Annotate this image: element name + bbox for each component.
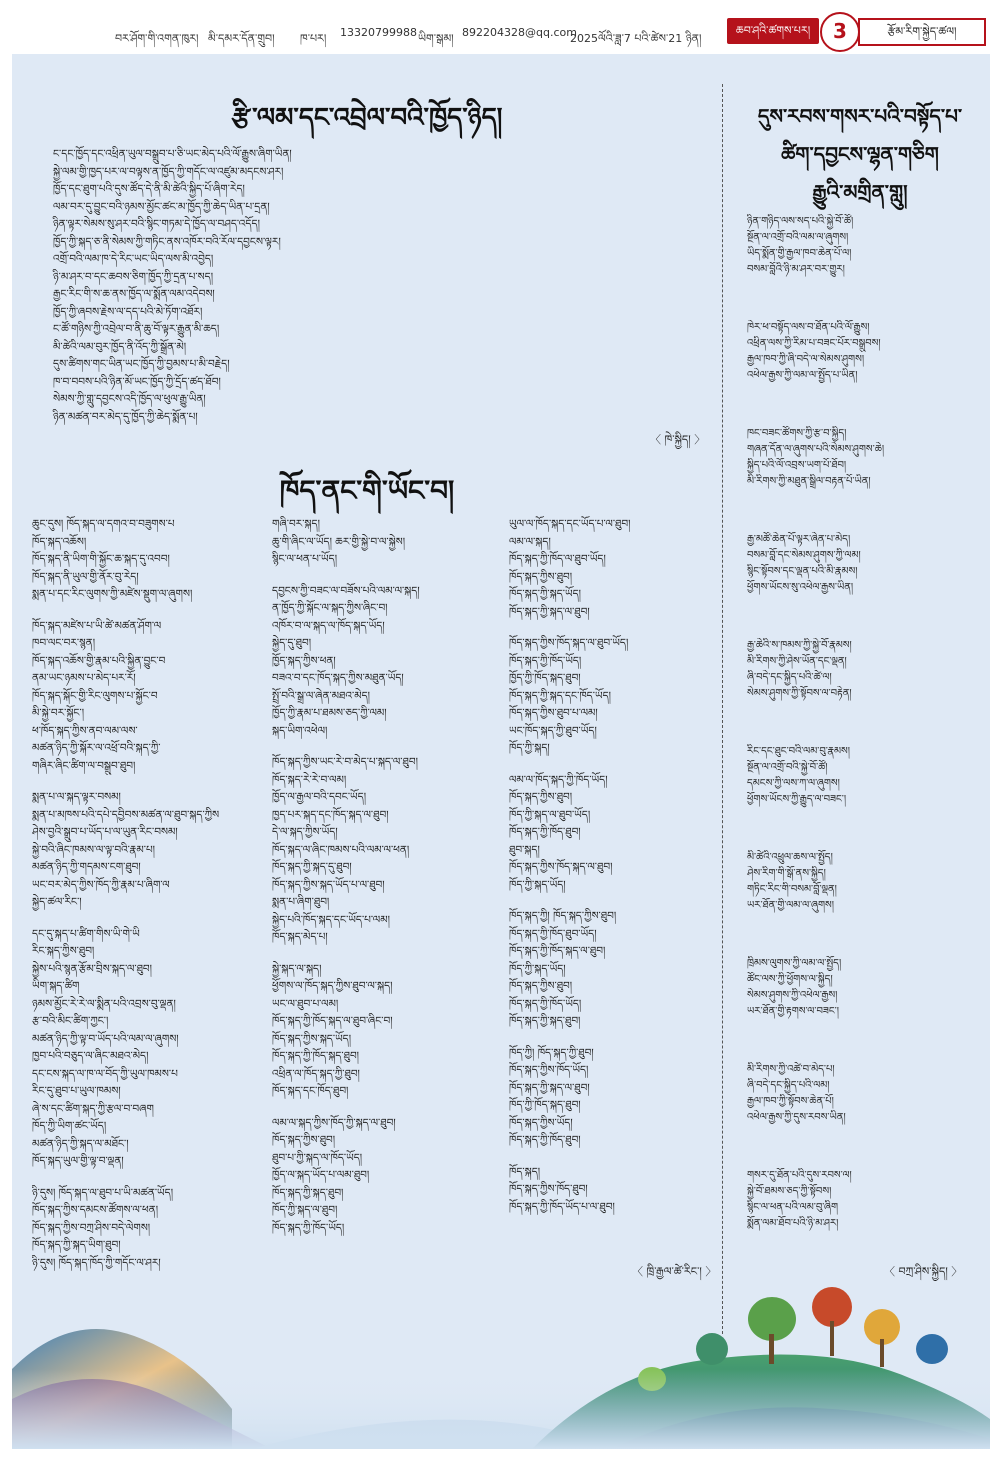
poem-line: ནམ་ཡང་ཉམས་པ་མེད་པར་རོ། [32, 672, 136, 684]
poem-line: གཞིར་ཞིང་ཚིག་ལ་བསྒྲུབ་ཐུབ། [32, 759, 136, 772]
poem-line: ཁོད་སྐད་ཀྱི། ཁོད་སྐད་ཀྱིས་ཐུབ། [509, 910, 617, 922]
side-poem-line: གཞན་དོན་ལ་ཞུགས་པའི་སེམས་ཤུགས་ཆེ། [747, 444, 885, 455]
poem-line: ཁོད་སྐད་རེ་རེ་བ་ལམ། [272, 773, 347, 786]
poem-line: ཁབ་ལང་བར་སྙན། [32, 637, 96, 649]
poem-line: ཁོད་སྐད་ཀྱིས་ཁོད་ཡོད། [509, 1064, 589, 1076]
poem-line: ཁོད་སྐད་ཀྱི་ཁོད་ཐུབ། [509, 826, 581, 838]
side-poem-author-name: བཀྲ་ཤིས་སྐྱིད། [898, 1265, 948, 1278]
poem-column-1 [32, 516, 247, 1276]
poem-line: སྨན་པ་ཞིག་ཐུབ། [272, 896, 330, 908]
side-poem-line: ཕྱོགས་ཡོངས་ཀྱི་རྒྱུད་ལ་བཟང་། [747, 794, 847, 805]
poem-line: ཕ་ཁོད་སྐད་ཀྱིས་ནབ་ལམ་ལས་ [32, 724, 138, 737]
side-poem-line: སྔོན་ལ་འགྲོ་བའི་སྐྱེ་བོ་ཚོ། [747, 762, 828, 773]
page-number: 3 [820, 12, 860, 52]
side-poem-line: ཞི་བདེ་དང་སྐྱིད་པའི་ལམ། [747, 1080, 830, 1091]
side-poem-line: གཏིང་རིང་གི་བསམ་བློ་ལྡན། [747, 884, 837, 895]
side-poem-line: ཚོང་ལས་ཀྱི་ཕྱོགས་ལ་སྐྱིད། [747, 974, 833, 985]
essay-paragraph: ཁྱོད་ཀྱི་སྐད་ཅ་ནི་སེམས་ཀྱི་གཏིང་ནས་འཁོར་བའི་རོལ་དབྱངས་ལྟར། [53, 235, 281, 248]
essay-paragraph: ཁྱོད་ཀྱི་ཞབས་རྗེས་ལ་དད་པའི་མེ་ཏོག་འཐོར། [53, 305, 203, 318]
newspaper-badge: ཆབ་ཤའི་ཚགས་པར། [727, 18, 819, 44]
poem-line: ཁྱོད་ཀྱི་རྣམ་པ་ཐམས་ཅད་ཀྱི་ལམ། [272, 707, 387, 719]
poem-line: ཁོད་སྐད་ཀྱིས་ཁོད་སྐད་ལ་ཐུབ། [509, 861, 613, 873]
poem-line: ཁོད་ཀྱི་སྐད་ཡོད། [509, 962, 566, 975]
poem-author: 〈 ཁྲི་རྒྱལ་ཚེ་རིང་། 〉 [632, 1265, 717, 1278]
stanza-gap [509, 1031, 714, 1045]
essay-paragraph: ཉི་མ་ཤར་བ་དང་ཆབས་ཅིག་ཁྱོད་ཀྱི་དྲན་པ་སད། [53, 270, 214, 283]
side-poem-line: འཕེལ་རྒྱས་ཀྱི་དུས་རབས་ཡིན། [747, 1112, 846, 1123]
side-stanza [747, 1062, 982, 1126]
poem-title: ཁོད་ནང་གི་ཡོང་བ། [279, 474, 455, 507]
side-poem-line: རྒྱ་ཆེའི་ས་ཁམས་ཀྱི་སྐྱེ་བོ་རྣམས། [747, 640, 852, 651]
stanza-gap [509, 1150, 714, 1164]
side-poem-line: ཡར་ཐོན་གྱི་ལམ་ལ་ཞུགས། [747, 900, 834, 911]
poem-line: ཁོད་ཀྱི་སྐད་ཡོད། [509, 878, 566, 891]
poem-line: དང་ངས་སྐད་ལ་ཁ་ལ་བོད་ཀྱི་ཡུལ་ཁམས་པ [32, 1067, 178, 1080]
poem-line: རིང་སྐད་ཀྱིས་ཐུབ། [32, 945, 95, 957]
editor-label: བར་ཤོག་གི་འགན་ཁུར། [115, 32, 199, 45]
poem-line: ལམ་ལ་སྐད་ཀྱིས་ཁོད་ཀྱི་སྐད་ལ་ཐུབ། [272, 1116, 396, 1129]
poem-line: མི་སྐྱེ་བར་སྐྱོང་། [32, 707, 85, 719]
side-stanza [747, 320, 982, 384]
poem-line: ཁོད་སྐད་ཀྱི་སྐད་ལ་ཐུབ། [509, 605, 590, 618]
poem-line: ཁྱབ་པའི་བཅུད་ལ་ཞིང་མཐའ་མེད། [32, 1050, 149, 1062]
poem-line: ཡང་བར་མེད་ཀྱིས་ཁོད་ཀྱི་རྣམ་པ་ཞིག་ལ [32, 878, 170, 891]
side-poem-author: 〈 བཀྲ་ཤིས་སྐྱིད། 〉 [884, 1265, 963, 1278]
poem-line: ཁྱོད་ལ་རྒྱལ་བའི་དབང་ཡོད། [272, 791, 367, 803]
side-poem-line: སྐྱེ་བོ་ཐམས་ཅད་ཀྱི་སྟོབས། [747, 1186, 832, 1197]
poem-line: ཁྱོད་ལ་སྐད་ཡོད་པ་ལམ་ཐུབ། [272, 1169, 370, 1181]
poem-line: ཁོད་སྐད་ཀྱི་སྐད་ཐུབ། [509, 1015, 581, 1027]
poem-line: སྐད་ཡིག་འཕེལ། [272, 724, 328, 737]
poem-line: སྙིང་ལ་ཕན་པ་ཡོད། [272, 553, 338, 565]
poem-line: ཁོད་སྐད་ཡུལ་གྱི་ལྟ་བ་ལྡན། [32, 1155, 124, 1167]
side-poem-line: སྙིང་ལ་ཕན་པའི་ལམ་བུ་ཞིག [747, 1202, 839, 1213]
poem-line: ཁོད་སྐད་ཀྱིས་སྐད་ཡོད། [272, 1032, 352, 1045]
essay-title: རྩི་ལམ་དང་འབྲེལ་བའི་ཁྱོད་ཉིད། [231, 103, 503, 133]
poem-line: ཁོད་སྐད་ཀྱི་ཁོད་ཡོད། [509, 997, 582, 1010]
poem-line: མཚན་ཉིད་ཀྱི་གདམས་ངག་ཐུབ། [32, 861, 141, 873]
poem-line: ཆུ་གི་ཞིང་ལ་ཡོད། ཆར་གྱི་སྐྱེ་བ་ལ་སྐྱེས། [272, 535, 406, 548]
side-stanza [747, 426, 982, 490]
side-poem-line: འཕྲིན་ལས་ཀྱི་རིམ་པ་བཟང་པོར་བསྒྲུབས། [747, 338, 881, 349]
poem-line: ཁོད་སྐད་ཀྱི་སྐད་ཡོད། [509, 588, 581, 600]
essay-paragraph: དུས་ཚིགས་གང་ཡིན་ཡང་ཁྱོད་ཀྱི་བྱམས་པ་མི་བརྗེད། [53, 358, 230, 370]
side-poem-line: མི་ཚེའི་འཕྲུལ་ཆས་ལ་སྤྱོད། [747, 852, 833, 863]
side-poem-line: བསམ་བློ་དང་སེམས་ཤུགས་ཀྱི་ལམ། [747, 550, 861, 561]
poem-line: མཚན་ཉིད་ཀྱི་ལྟ་བ་ཡོད་པའི་ལམ་ལ་ཞུགས། [32, 1032, 179, 1045]
phone-number: 13320799988 [340, 26, 417, 39]
poem-line: ཁོད་སྐད་ཀྱི་ཁོད་ཐུབ་ཡོད། [509, 927, 597, 940]
side-poem-line: མི་རིགས་ཀྱི་ཤེས་ཡོན་དང་ལྡན། [747, 656, 847, 667]
poem-line: ཁོད་སྐད་ཀྱིས་ཁོད་སྐད་ལ་ཐུབ་ཡོད། [509, 637, 629, 649]
side-poem-line: འཕེལ་རྒྱས་ཀྱི་ལམ་ལ་སྤྱོད་པ་ཡིན། [747, 370, 858, 381]
essay-author: 〈 ཁེ་སྐྱིད། 〉 [650, 433, 706, 446]
poem-line: སྐྱེ་སྐད་ལ་སྐད། [272, 962, 322, 975]
poem-line: ཁོད་སྐད་ཀྱི་ཁོད་ཡོད། [509, 654, 582, 667]
essay-author-name: ཁེ་སྐྱིད། [664, 433, 691, 446]
poem-line: འཕྲིན་ལ་ཁོད་སྐད་ཀྱི་ཐུབ། [272, 1067, 360, 1080]
poem-line: ཁོད་སྐད་ཀྱི་སྐད་དང་ཁོད་ཡོད། [509, 689, 611, 702]
side-title-line-3: རྒྱུའི་མགྲིན་གླུ། [812, 180, 908, 204]
poem-line: ན་ཁྱོད་ཀྱི་སྐོང་ལ་སྐད་ཀྱིས་ཞིང་བ། [272, 602, 388, 614]
poem-line: ཁོད་སྐད་ཀྱིས་བཀྲ་ཤིས་བདེ་ལེགས། [32, 1221, 151, 1234]
stanza-gap [32, 1171, 247, 1185]
poem-line: ཁོད་སྐད་ཀྱི་ཁོད་ཡོད། [272, 1221, 345, 1234]
poem-line: བཟའ་བ་དང་ཁོད་སྐད་ཀྱིས་མཐུན་ཡོད། [272, 672, 404, 684]
landscape-illustration [12, 1249, 990, 1449]
poem-line: ཁོད་སྐད་ཀྱིས་ཐུབ། [272, 1134, 336, 1146]
poem-line: ཁོད་སྐད་ཀྱིས་ཐུབ། [509, 791, 573, 803]
poem-line: ཁོད་སྐད་འཆོས། [32, 535, 87, 548]
poem-line: ཁོད་ཀྱི། ཁོད་སྐད་ཀྱི་ཐུབ། [509, 1046, 594, 1059]
side-poem-line: སྔོན་ལ་འགྲོ་བའི་ལམ་ལ་ཞུགས། [747, 232, 849, 243]
side-stanza [747, 744, 982, 808]
poem-line: སྐྱེད་དུ་ཐུབ། [272, 637, 312, 649]
side-poem-line: རྒྱལ་ཁབ་ཀྱི་སྟོབས་ཆེན་པོ། [747, 1096, 834, 1107]
side-stanza [747, 850, 982, 914]
essay-paragraph: སེམས་ཀྱི་གླུ་དབྱངས་འདི་ཁྱོད་ལ་ཕུལ་རྒྱུ་ཡིན། [53, 393, 206, 405]
side-title-line-2: ཚིག་དབྱངས་ལྷན་གཅིག [781, 142, 939, 166]
side-poem-line: སེམས་ཤུགས་ཀྱི་འཕེལ་རྒྱས། [747, 990, 838, 1001]
side-poem-line: སྐྱིད་པའི་ལོ་འབྲས་ཡག་པོ་ཐོབ། [747, 460, 847, 471]
poem-line: ཉི་དུས། ཁོད་སྐད་ཁོད་ཀྱི་གདོང་ལ་ཤར། [32, 1256, 161, 1269]
poem-line: ཁོད་སྐད་ཀྱིས་ཡང་རེ་བ་མེད་པ་སྐད་ལ་ཐུབ། [272, 756, 418, 768]
poem-line: ཐུབ་སྐད། [509, 843, 540, 856]
poem-line: ཁོད་སྐད་མེད་པ། [272, 931, 328, 943]
poem-line: ཁོད་ཀྱི་སྐད་ལ་ཐུབ། [272, 1204, 338, 1216]
email-address: 892204328@qq.com [462, 26, 577, 39]
poem-line: ཁོད་སྐད་ཀྱི་སྐད་ཐུབ། [272, 1186, 344, 1199]
poem-column-2 [272, 516, 487, 1276]
side-poem-line: བསམ་བློའི་ཉི་མ་ཤར་བར་གྱུར། [747, 264, 845, 275]
poem-line: ཁོད་སྐད་ཀྱི་སྐད་ཡིག་ཐུབ། [32, 1239, 121, 1251]
poem-line: ཡིག་སྐད་ཚིག [32, 980, 80, 992]
poem-line: ཁོད་སྐད་ཀྱིས་སྐད་ཡོད་པ་ལ་ཐུབ། [272, 878, 385, 891]
poem-line: རྩ་བའི་མིང་ཚིག་ཀྱང་། [32, 1015, 109, 1027]
stanza-gap [509, 894, 714, 908]
side-poem-line: ཁང་བཟང་ཚོགས་ཀྱི་རྩ་བ་སྐྱིད། [747, 428, 847, 439]
poem-line: ཁོད་སྐད་ཀྱི་སྐད་དུ་ཐུབ། [272, 861, 352, 873]
phone-label: ཁ་པར། [300, 32, 327, 45]
poem-line: སྐྱེད་པའི་ཁོད་སྐད་དང་ཡོད་པ་ལམ། [272, 913, 390, 926]
column-divider [722, 84, 723, 1334]
poem-line: དང་དུ་སྐད་པ་ཚིག་གིས་ཡི་གེ་ཡི [32, 927, 140, 940]
issue-date: 2025ལོའི་ཟླ་7 པའི་ཚེས་21 ཉིན། [570, 32, 702, 45]
stanza-gap [509, 758, 714, 772]
poem-line: ཞེ་ས་དང་ཚིག་སྐད་ཀྱི་རྩལ་བ་བཞག [32, 1102, 154, 1115]
poem-line: ཡང་ལ་ཐུབ་པ་ལམ། [272, 997, 339, 1010]
poem-line: རིང་དུ་ཐུབ་པ་ཡུལ་ཁམས། [32, 1085, 121, 1097]
side-poem-line: ཡར་ཐོན་གྱི་རྟགས་ལ་བཟང་། [747, 1006, 839, 1017]
poem-line: ཁོད་ཀྱི་སྐད་ལ་ཐུབ་ཡོད། [509, 808, 591, 821]
poem-line: ལམ་ལ་སྐད། [509, 535, 551, 548]
essay-paragraph: སྐྱེ་ལམ་གྱི་ཁྱད་པར་ལ་བལྟས་ན་ཁྱོད་ཀྱི་གདོང་ལ་འཛུམ་མདངས་ཤར། [53, 165, 284, 178]
poem-line: ཁོད་སྐད་ཀྱི་ཁོད་ལ་ཐུབ་ཡོད། [509, 553, 606, 565]
stanza-gap [272, 740, 487, 754]
poem-line: སྐྱེད་ཚལ་རིང་། [32, 896, 82, 908]
poem-line: དབྱངས་ཀྱི་བཟང་ལ་བཟོས་པའི་ལམ་ལ་སྐད། [272, 584, 420, 597]
side-poem-line: རྒྱ་མཚོ་ཆེན་པོ་ལྟར་ཞེན་པ་མེད། [747, 534, 851, 545]
side-poem-body [747, 214, 982, 1274]
email-label: ཡིག་སྒམ། [418, 32, 454, 45]
side-poem-line: ཤེས་རིག་གི་སྒོ་ནས་སྐྱིད། [747, 868, 826, 879]
poem-line: ཁོད་སྐད་ཀྱི་སྐད་ལ་ཐུབ། [509, 1081, 590, 1094]
side-poem-line: རྒྱལ་ཁབ་ཀྱི་ཞི་བདེ་ལ་སེམས་ཤུགས། [747, 354, 865, 365]
poem-line: ཁྱོད་ཀྱི་ཁོད་སྐད་ཐུབ། [509, 672, 581, 684]
poem-line: སྨན་པ་ལ་སྐད་ལྟར་བསམ། [32, 791, 121, 803]
poem-line: ཁོད་སྐད་དང་ཁོད་ཐུབ། [272, 1085, 349, 1097]
side-poem-line: ཕྱོགས་ཡོངས་སུ་འཕེལ་རྒྱས་ཡིན། [747, 582, 854, 593]
poem-author-name: ཁྲི་རྒྱལ་ཚེ་རིང་། [646, 1265, 702, 1278]
side-stanza [747, 532, 982, 596]
poem-line: ཁོད་སྐད་ཀྱིས་ཁོད་ཐུབ། [509, 1183, 588, 1195]
poem-line: ཁོད་སྐད་ཀྱིས་ཡོད། [509, 1116, 573, 1129]
poem-line: ཁོད་སྐད་ཀྱི་ཁོད་སྐད་ལ་ཐུབ་ཞིང་བ། [272, 1015, 393, 1027]
page-header [0, 0, 1000, 50]
poem-line: ཁོད་སྐད་སྐོང་གྱི་རིང་ལུགས་པ་སྐྱོང་བ [32, 689, 158, 702]
poem-line: འཁོར་བ་ལ་སྐད་ལ་ཁོད་སྐད་ཡོད། [272, 619, 385, 632]
poem-line: ཁོད་སྐད་ལ་ཞིང་ཁམས་པའི་ལམ་ལ་ཕན། [272, 843, 410, 856]
essay-paragraph: འགྲོ་བའི་ལམ་ཁ་དེ་རིང་ཡང་ཡིད་ལས་མི་འབྱེད། [53, 253, 214, 265]
poem-line: ཁོད་སྐད་ཀྱི་ཁོད་ཡོད་པ་ལ་ཐུབ། [509, 1200, 615, 1213]
poem-line: ཁྱོད་སྐད་ཀྱིས་ཕན། [272, 654, 336, 667]
section-name: རྩོམ་རིག་སྐྱེད་ཚལ། [858, 18, 986, 46]
side-stanza [747, 638, 982, 702]
stanza-gap [509, 621, 714, 635]
side-poem-line: གསར་དུ་ཐོན་པའི་དུས་རབས་ལ། [747, 1170, 852, 1181]
essay-paragraph: ལམ་བར་དུ་བྱུང་བའི་ཉམས་མྱོང་ཚང་མ་ཁྱོད་ཀྱི་ཆེད་ཡིན་པ་དྲན། [53, 200, 270, 213]
poem-line: མཚན་ཉིད་ཀྱི་སྐད་ལ་མཐོང་། [32, 1137, 129, 1150]
poem-line: ཁོད་ཀྱི་ཁོད་སྐད་ཐུབ། [509, 1099, 581, 1111]
stanza-gap [272, 947, 487, 961]
poem-line: ཆུང་དུས། ཁོད་སྐད་ལ་དགའ་བ་བཟུགས་པ [32, 518, 175, 530]
side-poem-line: དམངས་ཀྱི་ལས་ཀ་ལ་ཞུགས། [747, 778, 840, 789]
essay-paragraph: ཉིན་མཚན་བར་མེད་དུ་ཁྱོད་ཀྱི་ཆེད་སྨོན་པ། [53, 410, 198, 423]
side-poem-line: སེམས་ཤུགས་ཀྱི་སྟོབས་ལ་བརྟེན། [747, 688, 852, 699]
poem-line: ཁྱད་པར་སྐད་དང་ཁོད་སྐད་ལ་ཐུབ། [272, 808, 389, 821]
poem-line: གཞི་བར་སྐད། [272, 518, 320, 530]
essay-body [32, 146, 707, 446]
essay-paragraph: ང་ཚོ་གཉིས་ཀྱི་འབྲེལ་བ་ནི་ཆུ་བོ་ལྟར་རྒྱུན་མི་ཆད། [53, 323, 220, 335]
poem-line: ཁོད་སྐད་ཀྱིས་དམངས་ཚོགས་ལ་ཕན། [32, 1204, 159, 1216]
poem-line: ཕྱོགས་ལ་ཁོད་སྐད་ཀྱིས་ཐུབ་ལ་སྐད། [272, 980, 393, 992]
side-poem-line: མི་རིགས་ཀྱི་འཚེ་བ་མེད་པ། [747, 1064, 835, 1075]
stanza-gap [32, 604, 247, 618]
side-poem-line: ཁེར་ཕ་བསྟོད་ལས་བ་ཐོན་པའི་ལོ་རྒྱུས། [747, 322, 870, 333]
poem-line: སྨན་པ་མཁས་པའི་དཔེ་དབྱིབས་མཚན་ལ་ཐུབ་སྐད་ཀྱིས [32, 808, 220, 821]
poem-column-3 [509, 516, 714, 1276]
side-poem-line: ཞི་བདེ་དང་སྐྱིད་པའི་ཚེ་ལ། [747, 672, 832, 683]
poem-line: ཁོད་ཀྱི་ཡིག་ཚང་ཡོད། [32, 1120, 107, 1132]
poem-line: ཁོད་སྐད་འཆོས་གྱི་རྣམ་པའི་སྐྱིན་བྱུང་བ [32, 654, 166, 667]
poem-line: ཐུབ་པ་ཀྱི་སྐད་ལ་ཁོད་ཡོད། [272, 1151, 363, 1164]
content-panel [12, 54, 990, 1449]
poem-line: ཁོད་སྐད། [509, 1165, 541, 1178]
poem-line: སྐྱེ་བའི་ཞིང་ཁམས་ལ་ལྟ་བའི་རྣམ་པ། [32, 843, 156, 856]
poem-line: ཁོད་ཀྱི་སྐད། [509, 742, 550, 754]
essay-paragraph: ཉིན་ལྟར་སེམས་སུ་ཤར་བའི་སྙིང་གཏམ་དེ་ཁྱོད་ལ་བཤད་འདོད། [53, 218, 260, 230]
poem-line: ཤེས་བྱའི་སྒྲུབ་པ་ཡོད་པ་ལ་ཡུན་རིང་བསམ། [32, 826, 178, 838]
poem-line: ཁོད་སྐད་ཀྱི་ཁོད་ཐུབ། [509, 1134, 581, 1146]
side-title-line-1: དུས་རབས་གསར་པའི་བསྟོད་པ་ [757, 104, 963, 128]
poem-line: མཚན་ཉིད་ཀྱི་སྐོར་ལ་འཕྲོ་བའི་སྐད་ཀྱི་ [32, 742, 161, 754]
essay-paragraph: ཁ་བ་བབས་པའི་ཉིན་མོ་ཡང་ཁྱོད་ཀྱི་དྲོད་ཚད་ཐོབ། [53, 375, 221, 388]
stanza-gap [32, 912, 247, 926]
stanza-gap [32, 775, 247, 789]
poem-line: ཁོད་སྐད་མཛེས་པ་ཡི་ཚེ་མཚན་ཤོག་ལ [32, 619, 162, 632]
poem-line: ཁོད་སྐད་ཀྱིས་ཐུབ། [509, 980, 573, 992]
poem-line: ཁོད་སྐད་ནི་ཡིག་གི་སྐྱོང་ཆ་སྐད་དུ་འབབ། [32, 553, 170, 565]
poem-line: སྐྱེས་པའི་སྙན་རྩོམ་བྲིས་སྐད་ལ་ཐུབ། [32, 962, 152, 975]
poem-line: ཁོད་སྐད་ཀྱི་ཁོད་སྐད་ཐུབ། [272, 1050, 360, 1062]
poem-line: ཉི་དུས། ཁོད་སྐད་ལ་ཐུབ་པ་ཡི་མཚན་ཡོད། [32, 1186, 174, 1199]
side-poem-line: ཡིད་སྨོན་གྱི་རྒྱལ་ཁབ་ཆེན་པོ་ལ། [747, 248, 852, 259]
side-stanza [747, 956, 982, 1020]
side-poem-line: སྨོན་ལམ་ཐོབ་པའི་ཉི་མ་ཤར། [747, 1218, 839, 1229]
side-stanza [747, 1168, 982, 1232]
essay-paragraph: ང་དང་ཁྱོད་དང་འཕྲིན་ཡུལ་བསྒྲུབ་པ་ཅི་ཡང་མེད་པའི་ལོ་རྒྱུས་ཞིག་ཡིན། [53, 148, 292, 160]
poem-line: ལམ་ལ་ཁོད་སྐད་ཀྱི་ཁོད་ཡོད། [509, 773, 608, 786]
side-poem-line: ཉིན་གཉིད་ལས་སད་པའི་སྐྱེ་བོ་ཚོ། [747, 216, 854, 227]
stanza-gap [272, 569, 487, 583]
poem-line: དེ་ལ་སྐད་ཀྱིས་ཡོད། [272, 826, 338, 838]
poem-line: ཡུལ་ལ་ཁོད་སྐད་དང་ཡོད་པ་ལ་ཐུབ། [509, 518, 631, 530]
side-poem-line: ཁྲིམས་ལུགས་ཀྱི་ལམ་ལ་སྤྱོད། [747, 958, 842, 969]
essay-paragraph: ཁྱོད་དང་ཐུག་པའི་དུས་ཚོད་དེ་ནི་མི་ཚེའི་སྐྱིད་པོ་ཞིག་རེད། [53, 183, 245, 195]
poem-line: ཁོད་སྐད་ཀྱི་ཁོད་སྐད་ལ་ཐུབ། [509, 945, 606, 957]
side-poem-line: རིང་དང་ཐུང་བའི་ལམ་བུ་རྣམས། [747, 746, 851, 757]
stanza-gap [272, 1101, 487, 1115]
mist-overlay [12, 1369, 990, 1449]
poem-line: སྤྲོ་བའི་སྒྲ་ལ་ཞེན་མཐའ་མེད། [272, 689, 370, 702]
poem-line: ཁོད་སྐད་ཀྱིས་ཐུབ་པ་ལམ། [509, 707, 598, 719]
editor-name: མི་དམར་དོན་གྲུབ། [208, 32, 275, 45]
side-stanza [747, 214, 982, 278]
side-poem-line: མི་རིགས་ཀྱི་མཐུན་སྒྲིལ་བརྟན་པོ་ཡིན། [747, 476, 871, 487]
essay-paragraph: མི་ཚེའི་ལམ་བུར་ཁྱོད་ནི་འོད་ཀྱི་སྒྲོན་མེ། [53, 340, 187, 353]
side-poem-line: སྙིང་སྟོབས་དང་ལྡན་པའི་མི་རྣམས། [747, 566, 858, 577]
poem-line: སྨན་པ་དང་རིང་ལུགས་ཀྱི་མཛེས་སྡུག་ལ་ཞུགས། [32, 588, 193, 600]
poem-line: ཁོད་སྐད་ནི་ཡུལ་གྱི་ནོར་བུ་རེད། [32, 570, 139, 583]
poem-line: ཉམས་མྱོང་རེ་རེ་ལ་སྨིན་པའི་འབྲས་བུ་ལྡན། [32, 997, 176, 1010]
poem-line: ཡང་ཁོད་སྐད་ཀྱི་ཐུབ་ཡོད། [509, 724, 597, 737]
essay-paragraph: རྒྱང་རིང་གི་ས་ཆ་ནས་ཁྱོད་ལ་སྨོན་ལམ་འདེབས། [53, 288, 215, 300]
poem-line: ཁོད་སྐད་ཀྱིས་ཐུབ། [509, 570, 573, 583]
